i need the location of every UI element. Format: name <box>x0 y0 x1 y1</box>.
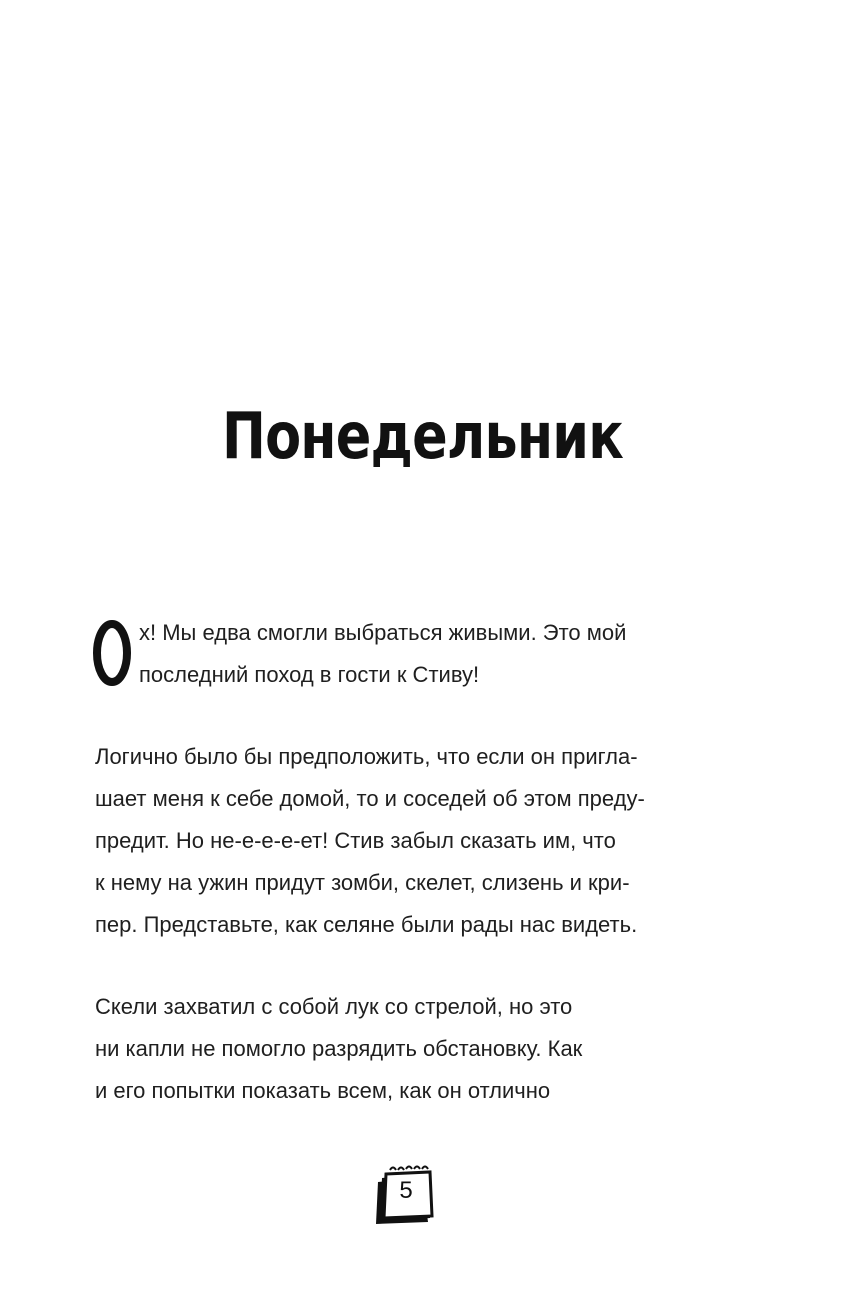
paragraph-line: пер. Представьте, как селяне были рады нас видеть. <box>95 912 638 937</box>
chapter-title: Понедельник <box>221 400 624 474</box>
page-number: 5 <box>399 1177 413 1204</box>
paragraph-line: и его попытки показать всем, как он отлично <box>95 1078 551 1103</box>
paragraph-line: Логично было бы предположить, что если он пригла- <box>95 744 638 769</box>
paragraph-line: к нему на ужин придут зомби, скелет, слизень и кри- <box>95 870 630 895</box>
paragraph-3 <box>95 986 725 1112</box>
paragraph-line: х! Мы едва смогли выбраться живыми. Это мой <box>139 620 627 645</box>
svg-text:О: О <box>112 658 113 659</box>
body-text <box>95 612 725 1152</box>
paragraph-line: ни капли не помогло разрядить обстановку. Как <box>95 1036 583 1061</box>
dropcap-o-icon <box>92 618 132 688</box>
paragraph-line: последний поход в гости к Стиву! <box>139 662 480 687</box>
paragraph-1 <box>95 612 725 696</box>
paragraph-line: Скели захватил с собой лук со стрелой, но это <box>95 994 573 1019</box>
paragraph-line: предит. Но не-е-е-е-ет! Стив забыл сказать им, что <box>95 828 616 853</box>
paragraph-2 <box>95 736 725 946</box>
paragraph-line: шает меня к себе домой, то и соседей об этом преду- <box>95 786 645 811</box>
